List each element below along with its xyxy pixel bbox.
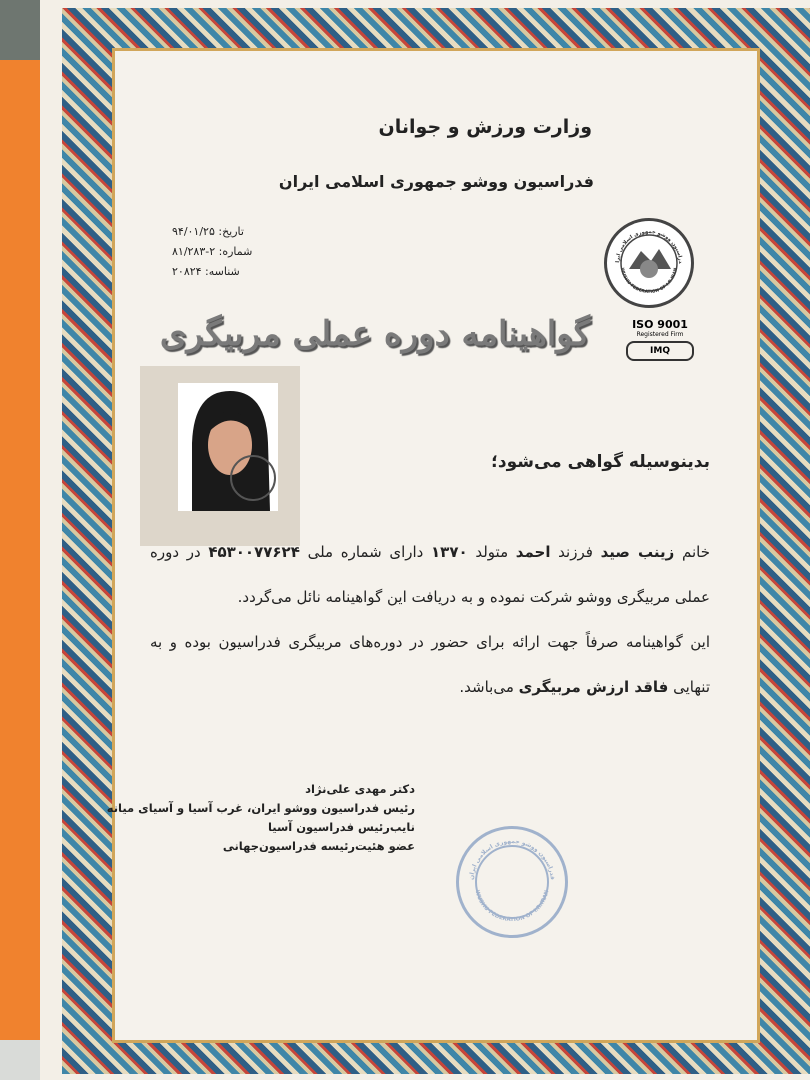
note-bold: فاقد ارزش مربیگری [518,678,669,696]
holder-name: زینب صید [600,543,675,561]
signature-block [107,780,415,856]
text-fragment: خانم [681,543,710,561]
text-fragment: در دوره عملی مربیگری ووشو شرکت نموده و به دریافت [150,543,710,606]
stamp-en-text: WUSHU FEDERATION OF I.R.IRAN [473,889,551,924]
imq-mark: IMQ [626,341,694,361]
iso-label: ISO 9001 [632,318,688,331]
iso-sub-label: Registered Firm [636,331,684,338]
signatory-title: رئیس فدراسیون ووشو ایران، غرب آسیا و آسیای میانه [106,801,415,815]
certificate-text [150,530,710,710]
text-fragment: متولد [475,543,509,561]
logo-ring-text: دراسیون ووشو جمهوری اسلامی ایرا [614,228,684,264]
official-stamp [456,826,568,938]
text-fragment: این گواهینامه نائل می‌گردد. [237,588,407,606]
iso-certification [620,318,700,361]
logo-bottom-text: WUSHU FEDERATION OF I.R.IRAN [619,267,679,296]
ministry-title: وزارت ورزش و جوانان [378,116,592,138]
stamp-text: فدراسیون ووشو جمهوری اسلامی ایران [467,837,556,881]
meta-number: شماره: ۲-۸۱/۲۸۳ [172,245,253,258]
signatory-name: دکتر مهدی علی‌نژاد [305,782,415,796]
text-fragment: دارای شماره ملی [307,543,424,561]
national-id: ۴۵۳۰۰۷۷۶۲۴ [208,543,300,561]
signatory-title: نایب‌رئیس فدراسیون آسیا [267,820,415,834]
certificate-title: گواهینامه دوره عملی مربیگری [159,314,590,354]
signatory-title: عضو هئیت‌رئیسه فدراسیون‌جهانی [222,839,415,853]
greeting: بدینوسیله گواهی می‌شود؛ [491,452,710,472]
birth-year: ۱۳۷۰ [431,543,468,561]
note-text: می‌باشد. [459,678,514,696]
meta-date: تاریخ: ۹۴/۰۱/۲۵ [172,225,244,238]
stamp-emblem [475,845,549,919]
note-text: این گواهینامه صرفاً جهت ارائه برای حضور در دوره‌های مربیگری فدراسیون بوده و به تنهایی [150,633,710,696]
meta-id: شناسه: ۲۰۸۲۴ [172,265,240,278]
father-name: احمد [515,543,551,561]
holder-photo [178,383,278,511]
federation-title: فدراسیون ووشو جمهوری اسلامی ایران [278,172,594,191]
text-fragment: فرزند [558,543,593,561]
federation-logo [604,218,694,308]
document-meta [172,222,292,282]
